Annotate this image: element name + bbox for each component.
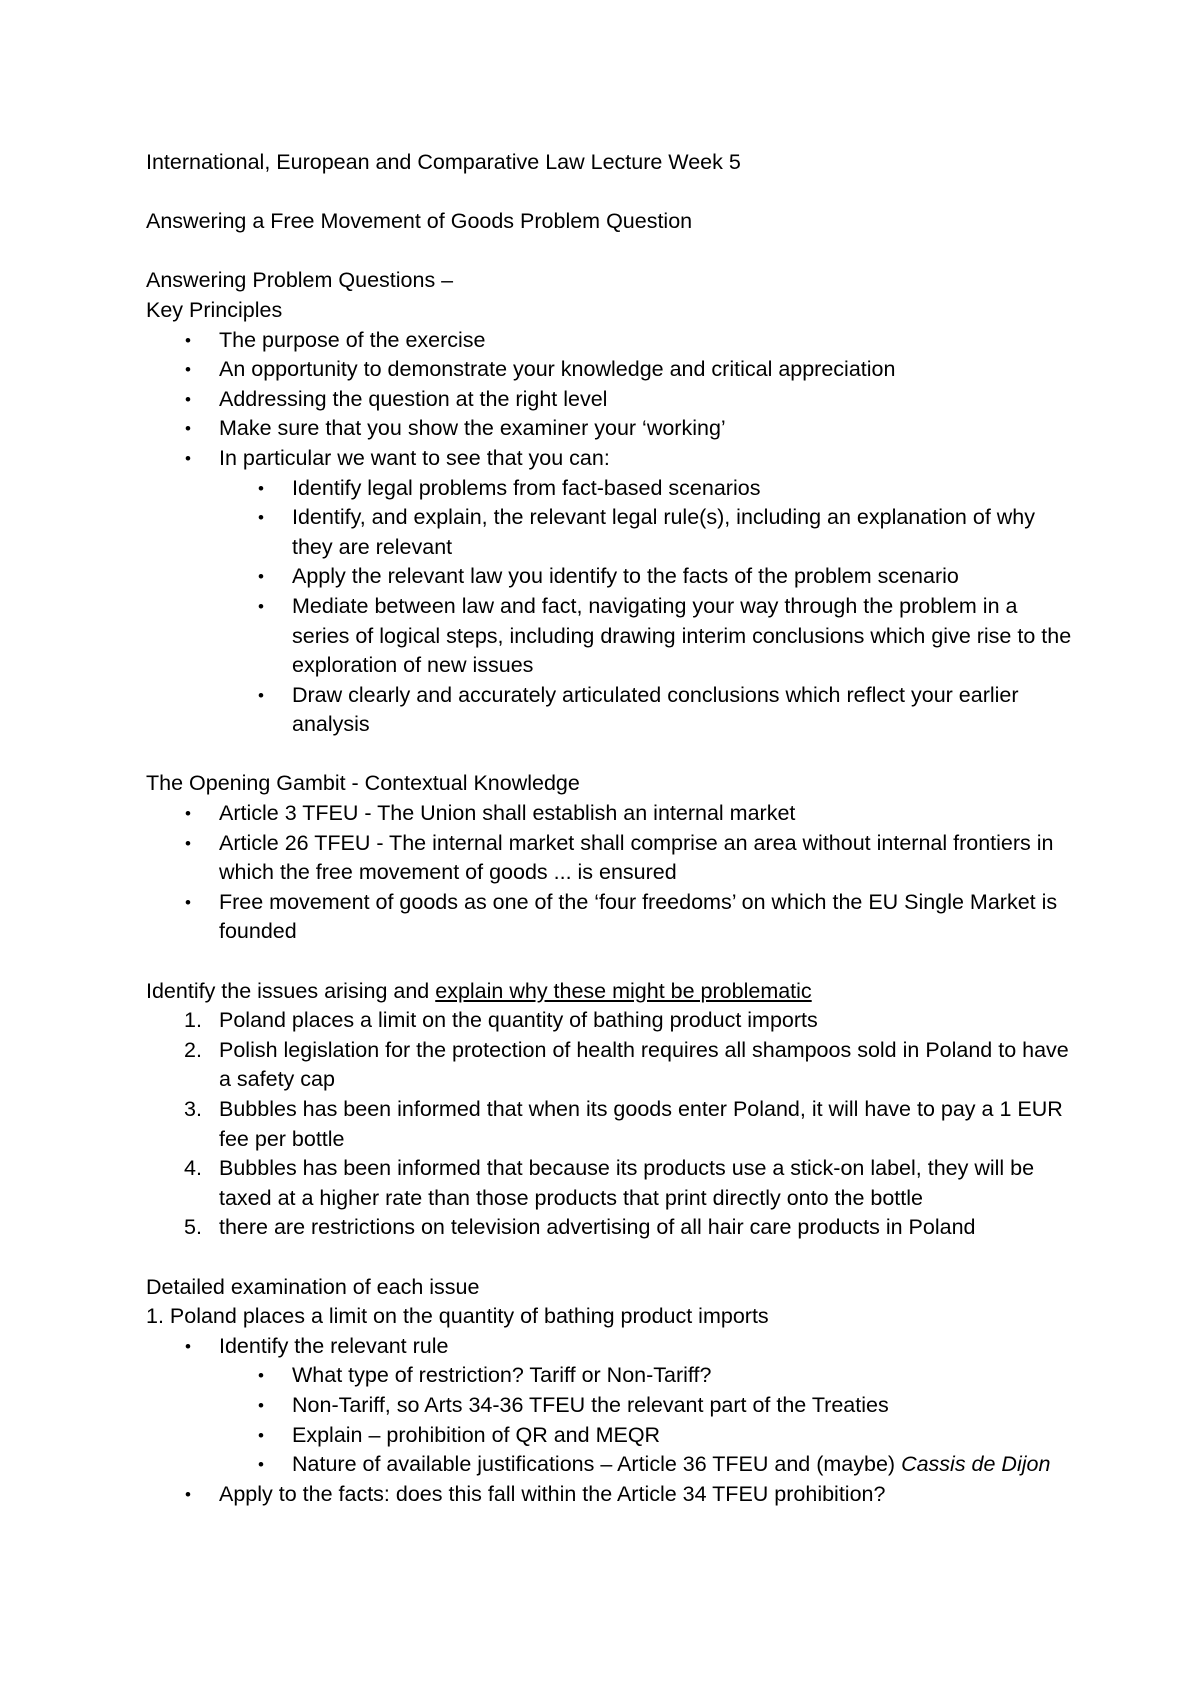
bullet-icon: •	[185, 360, 191, 380]
sub-list-item: • Draw clearly and accurately articulated conclusions which reflect your earlier analysis	[258, 682, 1019, 737]
bullet-icon: •	[258, 567, 264, 587]
sub-list-item: • Identify legal problems from fact-based scenarios	[146, 474, 1076, 504]
sub-list-item: • Non-Tariff, so Arts 34-36 TFEU the relevant part of the Treaties	[146, 1391, 1076, 1421]
list-item: • An opportunity to demonstrate your knowledge and critical appreciation	[146, 355, 1076, 385]
list-item: • Addressing the question at the right level	[146, 385, 1076, 415]
issues-heading: Identify the issues arising and explain why these might be problematic	[146, 978, 812, 1003]
sub-list-item: • Nature of available justifications – Article 36 TFEU and (maybe) Cassis de Dijon	[146, 1450, 1076, 1480]
bullet-icon: •	[258, 478, 264, 498]
bullet-icon: •	[258, 508, 264, 528]
item-number: 5.	[184, 1215, 202, 1240]
bullet-icon: •	[258, 685, 264, 705]
item-number: 3.	[184, 1097, 202, 1121]
list-item: • Article 26 TFEU - The internal market shall comprise an area without internal frontiers in which the free movement of goods ... is ensured	[185, 830, 1054, 885]
document-title: International, European and Comparative Law Lecture Week 5	[146, 150, 741, 174]
sub-list-item: • What type of restriction? Tariff or Non-Tariff?	[146, 1361, 1076, 1391]
bullet-icon: •	[258, 1455, 264, 1475]
principles-heading-line1: Answering Problem Questions –	[146, 268, 454, 293]
list-item: • The purpose of the exercise	[146, 326, 1076, 356]
sub-list-item: • Explain – prohibition of QR and MEQR	[146, 1421, 1076, 1451]
bullet-icon: •	[185, 1484, 191, 1504]
gambit-heading: The Opening Gambit - Contextual Knowledge	[146, 771, 580, 796]
detailed-list	[146, 1332, 1076, 1510]
sub-list-item: • Mediate between law and fact, navigating your way through the problem in a series of logical steps, including drawing interim conclusions which give rise to the exploration of new issues	[258, 593, 1072, 678]
sub-list-item: • Apply the relevant law you identify to the facts of the problem scenario	[146, 562, 1076, 592]
bullet-icon: •	[185, 833, 191, 853]
list-item: • In particular we want to see that you can:	[146, 444, 1076, 474]
item-number: 2.	[184, 1037, 202, 1062]
principles-heading-line2: Key Principles	[146, 297, 283, 322]
detailed-heading: Detailed examination of each issue	[146, 1274, 480, 1299]
bullet-icon: •	[258, 1395, 264, 1415]
detailed-issue-1: 1. Poland places a limit on the quantity of bathing product imports	[146, 1304, 769, 1329]
sub-list-item: • Identify, and explain, the relevant legal rule(s), including an explanation of why they are relevant	[258, 505, 1035, 559]
list-item: • Identify the relevant rule	[146, 1332, 1076, 1362]
list-item: • Apply to the facts: does this fall within the Article 34 TFEU prohibition?	[146, 1480, 1076, 1510]
issues-heading-underlined: explain why these might be problematic	[435, 978, 812, 1003]
bullet-icon: •	[185, 419, 191, 439]
bullet-icon: •	[185, 892, 191, 912]
numbered-item: 2. Polish legislation for the protection of health requires all shampoos sold in Poland to have a safety cap	[184, 1037, 1069, 1092]
issues-list	[146, 1006, 1076, 1243]
gambit-list	[146, 799, 1076, 947]
numbered-item: 1. Poland places a limit on the quantity of bathing product imports	[146, 1006, 1076, 1036]
bullet-icon: •	[185, 330, 191, 350]
principles-list	[146, 326, 1076, 740]
document-body	[146, 148, 1076, 1509]
numbered-item: 5. there are restrictions on television advertising of all hair care products in Poland	[146, 1213, 1076, 1243]
bullet-icon: •	[185, 448, 191, 468]
case-name: Cassis de Dijon	[901, 1452, 1051, 1477]
numbered-item: 3. Bubbles has been informed that when its goods enter Poland, it will have to pay a 1 EUR fee per bottle	[184, 1097, 1063, 1151]
document-subtitle: Answering a Free Movement of Goods Problem Question	[146, 209, 693, 234]
item-number: 4.	[184, 1156, 202, 1181]
item-number: 1.	[184, 1008, 202, 1033]
bullet-icon: •	[258, 1366, 264, 1386]
list-item: • Article 3 TFEU - The Union shall establish an internal market	[146, 799, 1076, 829]
bullet-icon: •	[258, 1425, 264, 1445]
bullet-icon: •	[185, 804, 191, 824]
list-item: • Make sure that you show the examiner your ‘working’	[146, 414, 1076, 444]
bullet-icon: •	[185, 389, 191, 409]
bullet-icon: •	[258, 596, 264, 616]
list-item: • Free movement of goods as one of the ‘four freedoms’ on which the EU Single Market is founded	[185, 889, 1058, 944]
numbered-item: 4. Bubbles has been informed that because its products use a stick-on label, they will be taxed at a higher rate than those products that print directly onto the bottle	[184, 1156, 1035, 1210]
bullet-icon: •	[185, 1336, 191, 1356]
